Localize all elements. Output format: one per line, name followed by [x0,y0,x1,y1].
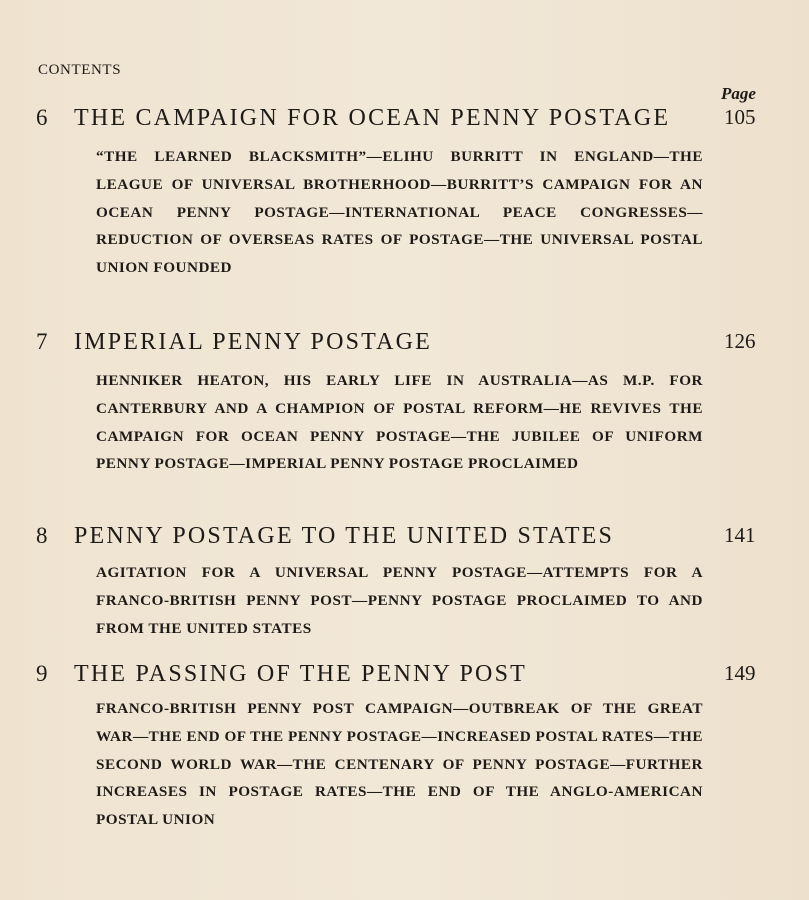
chapter-page-number: 105 [724,105,756,129]
chapter-page-number: 126 [724,329,756,353]
chapter-title: THE CAMPAIGN FOR OCEAN PENNY POSTAGE [74,105,671,131]
chapter-summary: FRANCO-BRITISH PENNY POST CAMPAIGN—OUTBREAK OF THE GREAT WAR—THE END OF THE PENNY POSTAGE—INCREASED POSTAL RATES—THE SECOND WORLD WAR—THE CENTENARY OF PENNY POSTAGE—FURTHER INCREASES IN POSTAGE RATES—THE END OF THE ANGLO-AMERICAN POSTAL UNION [96,700,703,829]
chapter-number: 7 [36,329,48,354]
chapter-summary: “THE LEARNED BLACKSMITH”—ELIHU BURRITT IN ENGLAND—THE LEAGUE OF UNIVERSAL BROTHERHOOD—BURRITT’S CAMPAIGN FOR AN OCEAN PENNY POSTAGE—INTERNATIONAL PEACE CONGRESSES—REDUCTION OF OVERSEAS RATES OF POSTAGE—THE UNIVERSAL POSTAL UNION FOUNDED [96,148,703,277]
running-header: CONTENTS [38,62,122,78]
chapter-title: PENNY POSTAGE TO THE UNITED STATES [74,523,615,549]
chapter-number: 6 [36,105,48,130]
chapter-page-number: 141 [724,523,756,547]
chapter-title: THE PASSING OF THE PENNY POST [74,661,527,687]
chapter-page-number: 149 [724,661,756,685]
chapter-summary: HENNIKER HEATON, HIS EARLY LIFE IN AUSTRALIA—AS M.P. FOR CANTERBURY AND A CHAMPION OF POSTAL REFORM—HE REVIVES THE CAMPAIGN FOR OCEAN PENNY POSTAGE—THE JUBILEE OF UNIFORM PENNY POSTAGE—IMPERIAL PENNY POSTAGE PROCLAIMED [96,372,703,473]
chapter-number: 8 [36,523,48,548]
chapter-summary: AGITATION FOR A UNIVERSAL PENNY POSTAGE—ATTEMPTS FOR A FRANCO-BRITISH PENNY POST—PENNY POSTAGE PROCLAIMED TO AND FROM THE UNITED STATES [96,564,703,637]
page-column-label: Page [721,84,756,103]
chapter-title: IMPERIAL PENNY POSTAGE [74,329,433,355]
chapter-number: 9 [36,661,48,686]
